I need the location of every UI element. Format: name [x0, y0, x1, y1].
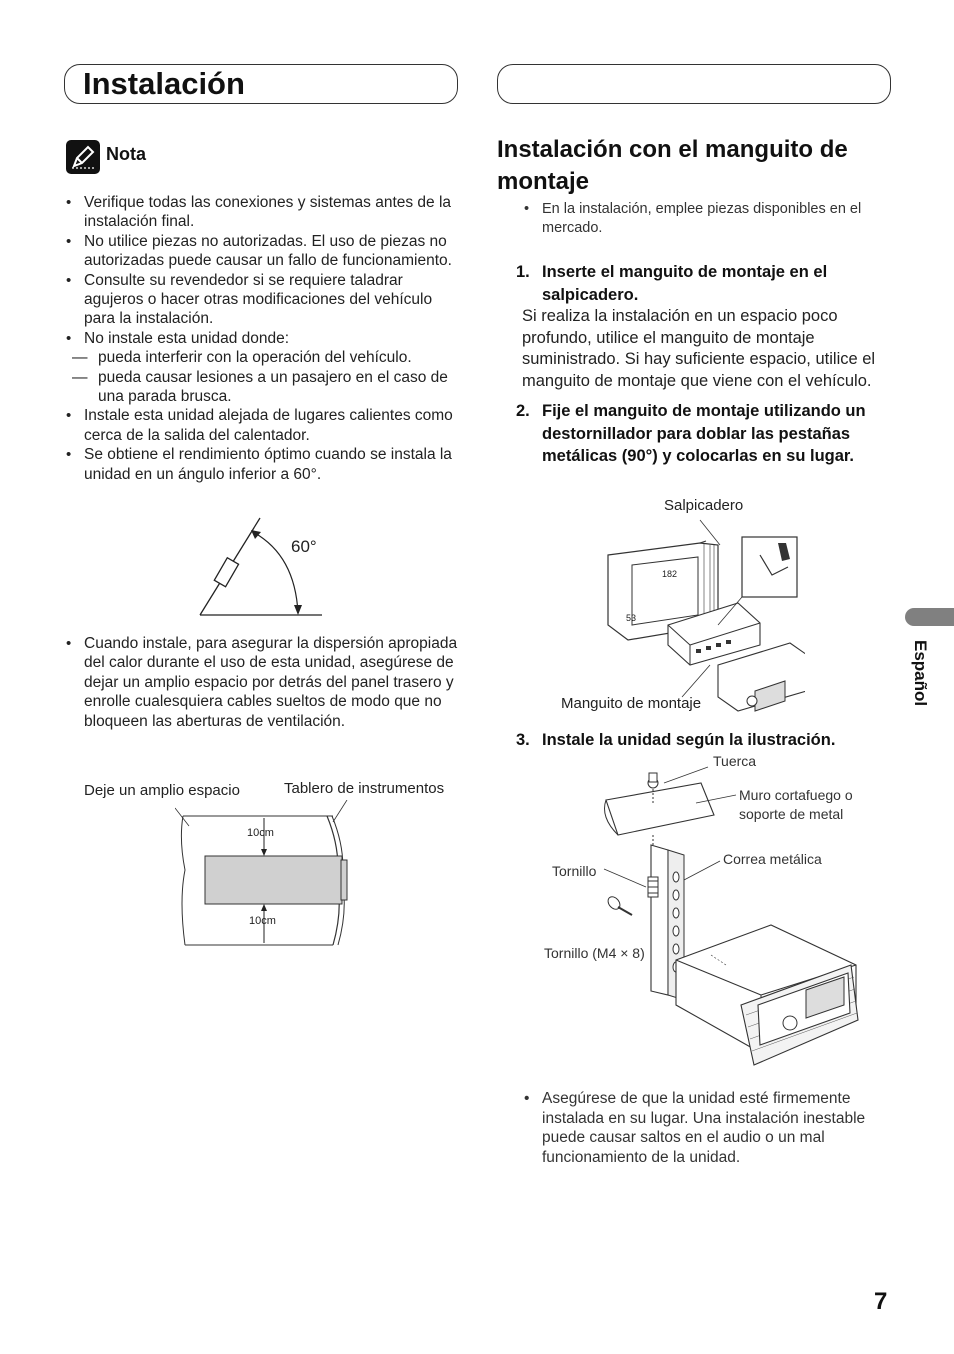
fig3-screw2-label: Tornillo (M4 × 8)	[544, 945, 645, 961]
note-bullet: • Verifique todas las conexiones y sistemas antes de la instalación final.	[66, 193, 458, 232]
fig3-firewall-label: Muro cortafuego o soporte de metal	[739, 787, 853, 822]
note-dash-text: pueda interferir con la operación del vehículo.	[98, 349, 412, 367]
step-1	[516, 261, 896, 306]
intro-bullet: • En la instalación, emplee piezas disponibles en el mercado.	[524, 200, 902, 238]
step-number: 3.	[516, 731, 530, 749]
step-title: Instale la unidad según la ilustración.	[542, 731, 836, 749]
language-tab	[905, 608, 954, 626]
clearance-diagram	[175, 800, 360, 950]
angle-diagram	[195, 515, 330, 620]
note-label: Nota	[106, 144, 146, 164]
final-bullet: • Asegúrese de que la unidad esté firmemente instalada en su lugar. Una instalación inestable puede causar saltos en el audio o un mal funcionamiento de la unidad.	[524, 1089, 892, 1167]
fig2-dashboard-label: Salpicadero	[664, 497, 744, 514]
note-pencil-icon	[66, 140, 100, 174]
note-dash-text: pueda causar lesiones a un pasajero en el caso de una parada brusca.	[98, 368, 448, 406]
section-heading: Instalación con el manguito de montaje	[497, 136, 848, 195]
step-2	[516, 400, 896, 468]
language-tab-label: Español	[911, 640, 930, 707]
dashboard-label: Tablero de instrumentos	[284, 780, 445, 797]
note-bullet: • Cuando instale, para asegurar la dispersión apropiada del calor durante el uso de esta unidad, asegúrese de dejar un amplio espacio por detrás del panel trasero y enrolle cualesquiera cables sueltos de modo que no bloqueen las aberturas de ventilación.	[66, 634, 458, 731]
note-bullet: • Instale esta unidad alejada de lugares calientes como cerca de la salida del calentador.	[66, 406, 458, 445]
note-bullet: • No instale esta unidad donde:	[66, 329, 458, 348]
dim-182: 182	[662, 569, 678, 579]
step-3	[516, 729, 896, 752]
fig3-screw-label: Tornillo	[552, 863, 597, 879]
sleeve-diagram	[600, 515, 805, 715]
note-bullet: • Se obtiene el rendimiento óptimo cuando se instala la unidad en un ángulo inferior a 60°.	[66, 445, 458, 484]
note-bullet: • No utilice piezas no autorizadas. El uso de piezas no autorizadas puede causar un fallo de funcionamiento.	[66, 232, 458, 271]
fig3-strap-label: Correa metálica	[723, 851, 822, 867]
section-title-box	[64, 64, 458, 104]
step-title: Fije el manguito de montaje utilizando un destornillador para doblar las pestañas metálicas (90°) y colocarlas en su lugar.	[542, 402, 866, 465]
note-list	[66, 193, 458, 484]
section-title: Instalación	[83, 66, 245, 101]
gap-top-label: 10cm	[247, 827, 274, 839]
step-number: 1.	[516, 263, 530, 281]
step-title: Inserte el manguito de montaje en el salpicadero.	[542, 263, 828, 304]
fig3-nut-label: Tuerca	[713, 753, 757, 769]
angle-label: 60°	[291, 537, 317, 556]
empty-title-box	[497, 64, 891, 104]
space-label: Deje un amplio espacio	[84, 782, 240, 799]
ventilation-note	[66, 634, 458, 731]
gap-bottom-label: 10cm	[249, 915, 276, 927]
note-dash-item: — pueda interferir con la operación del vehículo.	[72, 349, 412, 367]
dim-53: 53	[626, 613, 637, 623]
fig2-sleeve-label: Manguito de montaje	[561, 695, 702, 712]
note-bullet: • Consulte su revendedor si se requiere taladrar agujeros o hacer otras modificaciones del vehículo para la instalación.	[66, 271, 458, 329]
note-dash-item: — pueda causar lesiones a un pasajero en el caso de una parada brusca.	[72, 368, 448, 406]
step-1-body: Si realiza la instalación en un espacio poco profundo, utilice el manguito de montaje suministrado. Si hay suficiente espacio, utilice el manguito de montaje que viene con el vehículo.	[522, 307, 876, 390]
page-number: 7	[874, 1288, 888, 1315]
step-number: 2.	[516, 402, 530, 420]
